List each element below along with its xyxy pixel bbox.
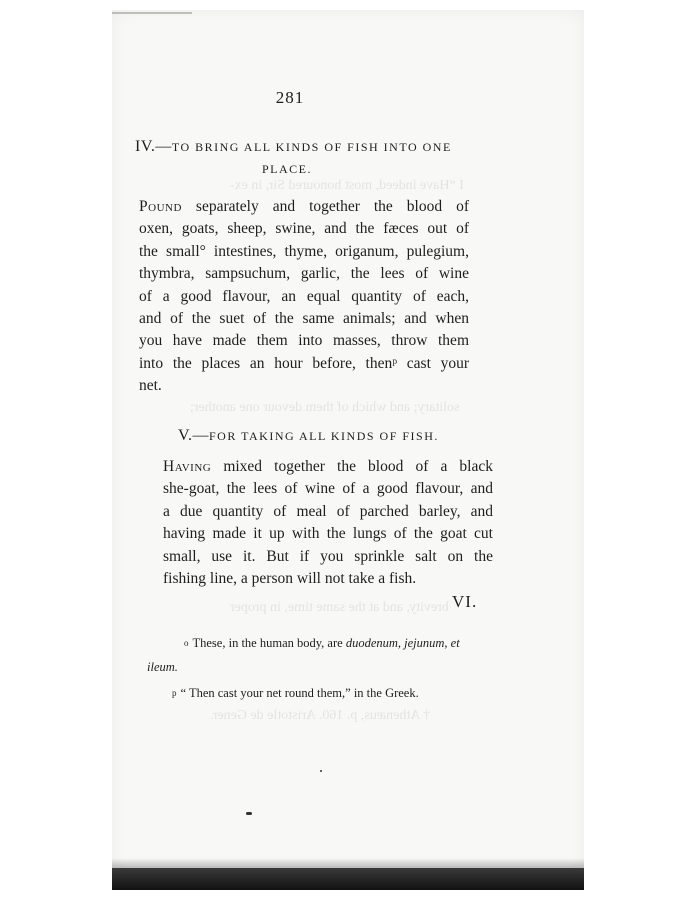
footnote-text: These, in the human body, are bbox=[192, 636, 343, 650]
section-title: TO BRING ALL KINDS OF FISH INTO ONE bbox=[171, 140, 452, 154]
footnote-text: “ Then cast your net round them,” in the Greek. bbox=[180, 686, 419, 700]
text-line: and of the suet of the same animals; and when bbox=[139, 309, 469, 327]
section-title: FOR TAKING ALL KINDS OF FISH. bbox=[209, 429, 439, 443]
footnote-italic: duodenum, jejunum, et bbox=[345, 636, 460, 650]
footnote-marker: p bbox=[172, 688, 177, 698]
text-line: Having mixed together the blood of a black bbox=[163, 458, 493, 475]
text-line: oxen, goats, sheep, swine, and the fæces out of bbox=[139, 220, 469, 238]
footnote-p bbox=[172, 684, 419, 702]
bleed-through-text: I “Have indeed, most honoured Sir, in ex- bbox=[230, 178, 464, 193]
paragraph bbox=[163, 456, 493, 590]
bleed-through-text: † Athenæus, p. 160. Aristotle de Gener. bbox=[210, 708, 431, 723]
text-line: of a good flavour, an equal quantity of each, bbox=[139, 287, 469, 305]
bleed-through-text: solitary; and which of them devour one another; bbox=[190, 400, 460, 415]
ink-speck bbox=[246, 812, 252, 815]
text-line: a due quantity of meal of parched barley, and bbox=[163, 502, 493, 520]
drop-word: Pound bbox=[139, 198, 182, 215]
section-heading bbox=[135, 138, 452, 156]
catchword: VI. bbox=[452, 592, 478, 611]
section-heading bbox=[178, 427, 439, 445]
footnote-o bbox=[184, 634, 494, 652]
text-line: small, use it. But if you sprinkle salt on the bbox=[163, 547, 493, 565]
text-line: Pound separately and together the blood of bbox=[139, 198, 469, 215]
section-number: V.— bbox=[178, 427, 209, 444]
text-line: thymbra, sampsuchum, garlic, the lees of wine bbox=[139, 265, 469, 283]
text-line: fishing line, a person will not take a fish. bbox=[163, 569, 417, 587]
footnote-marker: o bbox=[184, 638, 189, 648]
section-number: IV.— bbox=[135, 138, 172, 155]
drop-word: Having bbox=[163, 458, 212, 475]
footnote-o-continued: ileum. bbox=[147, 660, 178, 674]
bleed-through-text: brevity, and at the same time, in proper bbox=[230, 600, 449, 615]
page-number: 281 bbox=[275, 88, 305, 107]
text-line: net. bbox=[139, 377, 162, 395]
ink-speck bbox=[320, 770, 322, 772]
text-line: into the places an hour before, thenᵖ cast your bbox=[139, 354, 469, 372]
paragraph bbox=[139, 196, 469, 398]
text-line: the small° intestines, thyme, origanum, pulegium, bbox=[139, 242, 469, 260]
text-line: you have made them into masses, throw them bbox=[139, 332, 469, 350]
section-heading-continued: PLACE. bbox=[262, 162, 313, 176]
text-line: she-goat, the lees of wine of a good flavour, and bbox=[163, 480, 493, 498]
text-line: having made it up with the lungs of the goat cut bbox=[163, 525, 493, 543]
